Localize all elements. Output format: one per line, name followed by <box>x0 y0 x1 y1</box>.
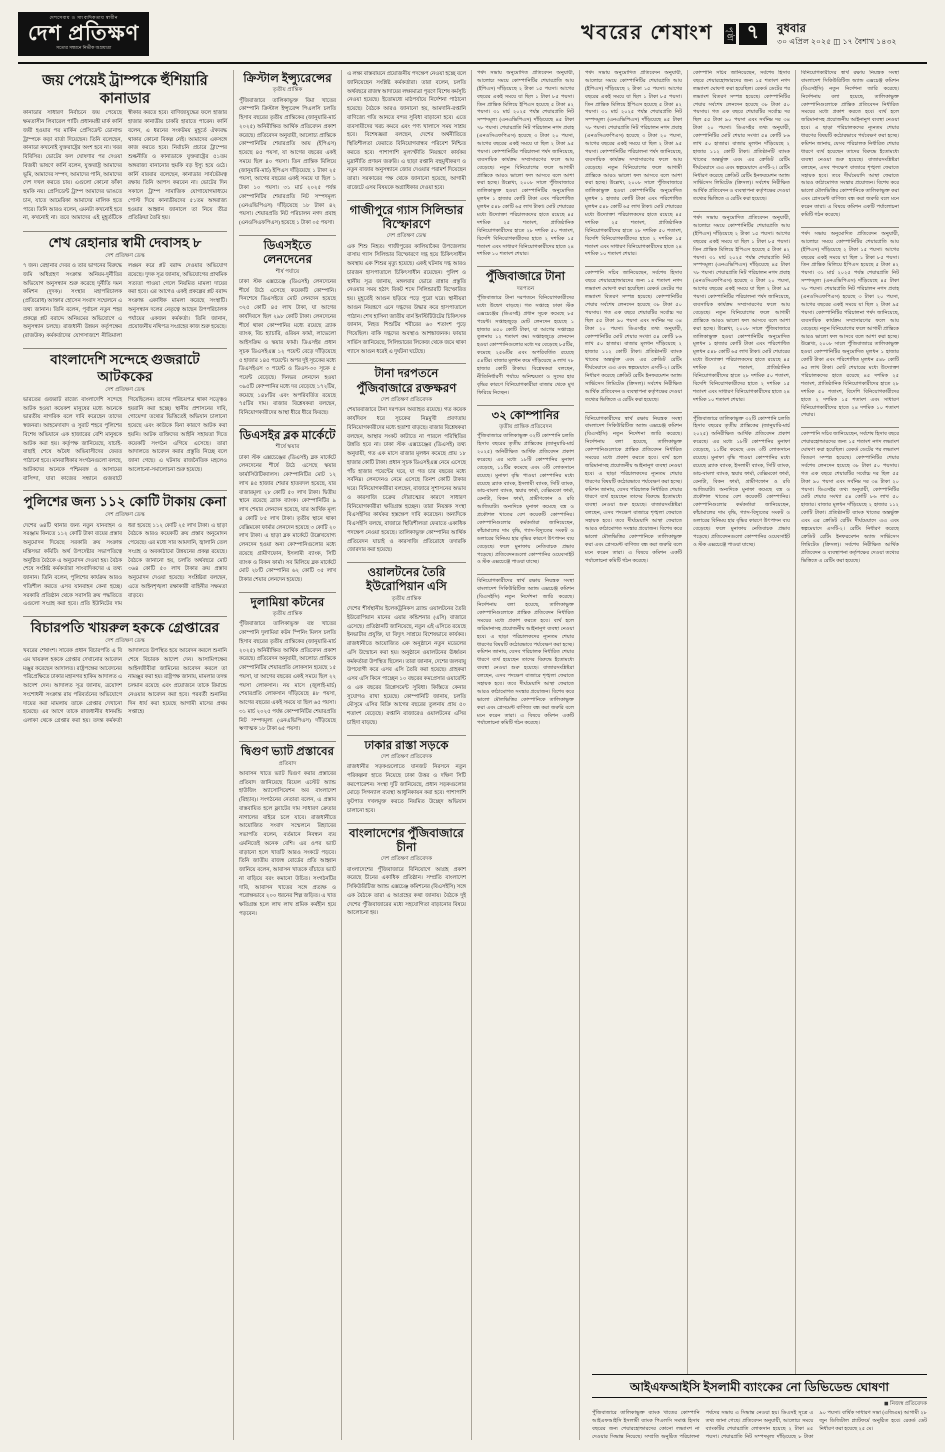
article-column5-rating <box>585 270 682 404</box>
divider <box>23 616 227 617</box>
article-body: কানাডার সাধারণ নির্বাচনে জয় পেয়েছে ক্ষমতাসীন লিবারেল পার্টি। প্রধানমন্ত্রী মার্ক কার্নি জয়ী হওয়ার পর মার্কিন প্রেসিডেন্ট ডোনাল্ড ট্রাম্পকে কড়া বার্তা দিয়েছেন। তিনি বলেছেন, কানাডা কখনোই যুক্তরাষ্ট্রের অংশ হবে না। খবর বিবিসির। ভোটের ফল ঘোষণার পর দেওয়া বিজয়ী ভাষণে কার্নি বলেন, যুক্তরাষ্ট্র আমাদের ভূমি, আমাদের সম্পদ, আমাদের পানি, আমাদের দেশ দখল করতে চায়। এগুলো কোনো ফাঁকা হুমকি নয়। প্রেসিডেন্ট ট্রাম্প আমাদের ভাঙতে চান, যাতে আমেরিকা আমাদের মালিক হতে পারে। তিনি আরও বলেন, এমনটা কখনোই হবে না, কখনোই না। তবে আমাদের এই মুহূর্তটিকে স্বীকার করতে হবে। বাণিজ্যযুদ্ধের ফলে হাজার হাজার কানাডীয় চাকরি হারাতে পারেন। কার্নি বলেন, এ ধরনের সংকটময় মুহূর্তে ঐক্যবদ্ধ থাকার কোনো বিকল্প নেই। আমাদের একসঙ্গে কাজ করতে হবে। নির্বাচনি প্রচারে ট্রাম্পের শুল্কনীতি ও কানাডাকে যুক্তরাষ্ট্রের ৫১তম অঙ্গরাজ্য বানানোর হুমকি বড় ইস্যু হয়ে ওঠে। কার্নি বারবার বলেছেন, কানাডার সার্বভৌমত্ব রক্ষায় তিনি আপস করবেন না। ভোটের দিন সকালে ট্রাম্প সামাজিক যোগাযোগমাধ্যমে পোস্ট দিয়ে কানাডীয়দের ৫১তম অঙ্গরাজ্য হওয়ার আহ্বান জানালে তা নিয়ে তীব্র প্রতিক্রিয়া তৈরি হয়। <box>23 110 227 222</box>
article-body: পুঁজিবাজারে তালিকাভুক্ত বস্ত্র খাতের কোম্পানি দুলামিয়া কটন স্পিনিং মিলস চলতি হিসাব বছরের তৃতীয় প্রান্তিকের (জানুয়ারি-মার্চ ২০২৫) অনিরীক্ষিত আর্থিক প্রতিবেদন প্রকাশ করেছে। প্রতিবেদন অনুযায়ী, আলোচ্য প্রান্তিকে কোম্পানিটির শেয়ারপ্রতি লোকসান হয়েছে ১৫ পয়সা, যা আগের বছরের একই সময়ে ছিল ২২ পয়সা লোকসান। নয় মাসে (জুলাই-মার্চ) শেয়ারপ্রতি লোকসান দাঁড়িয়েছে ৪৮ পয়সা, আগের বছরের একই সময়ে যা ছিল ৬৫ পয়সা। ৩১ মার্চ ২০২৫ পর্যন্ত কোম্পানিটির শেয়ারপ্রতি নিট সম্পদমূল্য (এনএভিপিএস) দাঁড়িয়েছে ঋণাত্মক ১৮ টাকা ৬৫ পয়সা। <box>239 621 336 733</box>
article-body: পুঁজিবাজারে তালিকাভুক্ত ব্যাংক খাতের কোম্পানি আইএফআইসি ইসলামী ব্যাংক পিএলসি সমাপ্ত হিসাব বছরের জন্য শেয়ারহোল্ডারদের কোনো লভ্যাংশ না দেওয়ার সিদ্ধান্ত নিয়েছে। সম্প্রতি অনুষ্ঠিত পরিচালনা পর্ষদের সভায় এ সিদ্ধান্ত নেওয়া হয়। ডিএসই সূত্রে এ তথ্য জানা গেছে। প্রতিবেদন অনুযায়ী, আলোচ্য সময়ে ব্যাংকটির শেয়ারপ্রতি লোকসান হয়েছে ২ টাকা ৪৫ পয়সা। শেয়ারপ্রতি নিট সম্পদমূল্য দাঁড়িয়েছে ৮ টাকা ৯০ পয়সা। বার্ষিক সাধারণ সভা (এজিএম) আগামী ২৮ জুন ডিজিটাল প্ল্যাটফর্মে অনুষ্ঠিত হবে। রেকর্ড ডেট নির্ধারণ করা হয়েছে ২৫ মে। <box>592 1410 927 1441</box>
headline: পুলিশের জন্য ১১২ কোটি টাকায় কেনা <box>23 494 227 510</box>
masthead <box>18 12 927 64</box>
article-market-continuous-fall <box>477 270 574 397</box>
headline: টানা দরপতনে পুঁজিবাজারে রক্তক্ষরণ <box>356 368 457 395</box>
article-khairul-haque <box>23 620 227 726</box>
article-body: পুঁজিবাজারে তালিকাভুক্ত ৩২টি কোম্পানি চলতি হিসাব বছরের তৃতীয় প্রান্তিকের (জানুয়ারি-মার্চ ২০২৫) অনিরীক্ষিত আর্থিক প্রতিবেদন প্রকাশ করেছে। এর মধ্যে ১৮টি কোম্পানির মুনাফা বেড়েছে, ১১টির কমেছে এবং ৩টি লোকসানে রয়েছে। মুনাফা বৃদ্ধি পাওয়া কোম্পানির মধ্যে রয়েছে ব্র্যাক ব্যাংক, ইসলামী ব্যাংক, সিটি ব্যাংক, ডাচ-বাংলা ব্যাংক, স্কয়ার ফার্মা, বেক্সিমকো ফার্মা, রেনাটা, বিকন ফার্মা, গ্রামীণফোন ও রবি আজিয়াটা। অন্যদিকে মুনাফা কমেছে বস্ত্র ও প্রকৌশল খাতের বেশ কয়েকটি কোম্পানির। কোম্পানিগুলোর কর্মকর্তারা জানিয়েছেন, কাঁচামালের দাম বৃদ্ধি, গ্যাস-বিদ্যুতের সংকট ও ডলারের বিনিময় হার বৃদ্ধির কারণে উৎপাদন ব্যয় বেড়েছে। ফলে মুনাফায় নেতিবাচক প্রভাব পড়েছে। প্রতিবেদনগুলো কোম্পানির ওয়েবসাইট ও স্টক এক্সচেঞ্জে পাওয়া যাচ্ছে। <box>693 415 790 548</box>
column-5 <box>580 70 688 1440</box>
page-badge-label: পৃষ্ঠা <box>724 24 736 45</box>
headline: বাংলাদেশের পুঁজিবাজারে চীনা <box>349 827 464 855</box>
byline: শীর্ষে স্কয়ার <box>275 444 300 451</box>
divider <box>23 231 227 232</box>
byline: দরপতন <box>516 285 535 292</box>
article-bsec-directive <box>477 578 574 728</box>
headline: দ্বিগুণ ভ্যাট প্রস্তাবের <box>240 746 335 759</box>
article-body: পর্ষদ সভায় অনুমোদিত প্রতিবেদন অনুযায়ী, আলোচ্য সময়ে কোম্পানিটির শেয়ারপ্রতি আয় (ইপিএস) দাঁড়িয়েছে ২ টাকা ১৫ পয়সা। আগের বছরের একই সময়ে যা ছিল ১ টাকা ৮৫ পয়সা। তিন প্রান্তিক মিলিয়ে ইপিএস হয়েছে ৫ টাকা ৪২ পয়সা। ৩১ মার্চ ২০২৫ পর্যন্ত শেয়ারপ্রতি নিট সম্পদমূল্য (এনএভিপিএস) দাঁড়িয়েছে ৪৫ টাকা ৭৮ পয়সা। শেয়ারপ্রতি নিট পরিচালন নগদ প্রবাহ (এনওসিএফপিএস) হয়েছে ৩ টাকা ২০ পয়সা, আগের বছরের একই সময়ে যা ছিল ২ টাকা ৯৫ পয়সা। কোম্পানিটির পরিচালনা পর্ষদ জানিয়েছে, ব্যবসায়িক কার্যক্রম সম্প্রসারণের ফলে আয় বেড়েছে। নতুন বিনিয়োগের ফলে আগামী প্রান্তিকে আরও ভালো ফল আসবে বলে আশা করা হচ্ছে। উল্লেখ্য, ২০০৮ সালে পুঁজিবাজারে তালিকাভুক্ত হওয়া কোম্পানিটির অনুমোদিত মূলধন ১ হাজার কোটি টাকা এবং পরিশোধিত মূলধন ৫৪৮ কোটি ৬৫ লাখ টাকা। মোট শেয়ারের মধ্যে উদ্যোক্তা পরিচালকদের হাতে রয়েছে ৪৫ দশমিক ২৫ শতাংশ, প্রাতিষ্ঠানিক বিনিয়োগকারীদের হাতে ২৮ দশমিক ৫০ শতাংশ, বিদেশি বিনিয়োগকারীদের হাতে ২ দশমিক ১৫ শতাংশ এবং সাধারণ বিনিয়োগকারীদের হাতে ২৪ দশমিক ১০ শতাংশ শেয়ার। <box>693 215 790 403</box>
article-vat-protest <box>239 745 336 918</box>
headline: ডিএসইর ব্লক মার্কেটে <box>239 429 336 442</box>
divider <box>347 735 466 736</box>
article-column7-financials <box>801 231 899 420</box>
article-canada-trump <box>23 72 227 224</box>
article-body: পুঁজিবাজারে তালিকাভুক্ত ৩২টি কোম্পানি চলতি হিসাব বছরের তৃতীয় প্রান্তিকের (জানুয়ারি-মার্চ ২০২৫) অনিরীক্ষিত আর্থিক প্রতিবেদন প্রকাশ করেছে। এর মধ্যে ১৮টি কোম্পানির মুনাফা বেড়েছে, ১১টির কমেছে এবং ৩টি লোকসানে রয়েছে। মুনাফা বৃদ্ধি পাওয়া কোম্পানির মধ্যে রয়েছে ব্র্যাক ব্যাংক, ইসলামী ব্যাংক, সিটি ব্যাংক, ডাচ-বাংলা ব্যাংক, স্কয়ার ফার্মা, বেক্সিমকো ফার্মা, রেনাটা, বিকন ফার্মা, গ্রামীণফোন ও রবি আজিয়াটা। অন্যদিকে মুনাফা কমেছে বস্ত্র ও প্রকৌশল খাতের বেশ কয়েকটি কোম্পানির। কোম্পানিগুলোর কর্মকর্তারা জানিয়েছেন, কাঁচামালের দাম বৃদ্ধি, গ্যাস-বিদ্যুতের সংকট ও ডলারের বিনিময় হার বৃদ্ধির কারণে উৎপাদন ব্যয় বেড়েছে। ফলে মুনাফায় নেতিবাচক প্রভাব পড়েছে। প্রতিবেদনগুলো কোম্পানির ওয়েবসাইট ও স্টক এক্সচেঞ্জে পাওয়া যাচ্ছে। <box>477 433 574 566</box>
logo-title: দেশ প্রতিক্ষণ <box>28 20 140 45</box>
headline: গাজীপুরে গ্যাস সিলিন্ডার বিস্ফোরণে <box>349 204 464 231</box>
publication-date: ৩০ এপ্রিল ২০২৫ ◫ ১৭ বৈশাখ ১৪৩২ <box>777 36 897 46</box>
headline: ক্রিস্টাল ইন্স্যুরেন্সের <box>243 73 332 85</box>
byline: তৃতীয় প্রান্তিক <box>272 611 303 618</box>
article-body: পর্ষদ সভায় অনুমোদিত প্রতিবেদন অনুযায়ী, আলোচ্য সময়ে কোম্পানিটির শেয়ারপ্রতি আয় (ইপিএস) দাঁড়িয়েছে ২ টাকা ১৫ পয়সা। আগের বছরের একই সময়ে যা ছিল ১ টাকা ৮৫ পয়সা। তিন প্রান্তিক মিলিয়ে ইপিএস হয়েছে ৫ টাকা ৪২ পয়সা। ৩১ মার্চ ২০২৫ পর্যন্ত শেয়ারপ্রতি নিট সম্পদমূল্য (এনএভিপিএস) দাঁড়িয়েছে ৪৫ টাকা ৭৮ পয়সা। শেয়ারপ্রতি নিট পরিচালন নগদ প্রবাহ (এনওসিএফপিএস) হয়েছে ৩ টাকা ২০ পয়সা, আগের বছরের একই সময়ে যা ছিল ২ টাকা ৯৫ পয়সা। কোম্পানিটির পরিচালনা পর্ষদ জানিয়েছে, ব্যবসায়িক কার্যক্রম সম্প্রসারণের ফলে আয় বেড়েছে। নতুন বিনিয়োগের ফলে আগামী প্রান্তিকে আরও ভালো ফল আসবে বলে আশা করা হচ্ছে। উল্লেখ্য, ২০০৮ সালে পুঁজিবাজারে তালিকাভুক্ত হওয়া কোম্পানিটির অনুমোদিত মূলধন ১ হাজার কোটি টাকা এবং পরিশোধিত মূলধন ৫৪৮ কোটি ৬৫ লাখ টাকা। মোট শেয়ারের মধ্যে উদ্যোক্তা পরিচালকদের হাতে রয়েছে ৪৫ দশমিক ২৫ শতাংশ, প্রাতিষ্ঠানিক বিনিয়োগকারীদের হাতে ২৮ দশমিক ৫০ শতাংশ, বিদেশি বিনিয়োগকারীদের হাতে ২ দশমিক ১৫ শতাংশ এবং সাধারণ বিনিয়োগকারীদের হাতে ২৪ দশমিক ১০ শতাংশ শেয়ার। <box>477 70 574 258</box>
article-body: ভারতের গুজরাট রাজ্যে বাংলাদেশি সন্দেহে আটক হওয়া কয়েকশ মানুষের মধ্যে অনেকে ভারতীয় নাগরিক বলে দাবি করেছেন তাদের স্বজনরা। আহমেদাবাদ ও সুরাট শহরে পুলিশের বিশেষ অভিযানে এক হাজারের বেশি মানুষকে আটক করা হয়। কর্তৃপক্ষ জানিয়েছে, যাচাই-বাছাই শেষে অবৈধ অভিবাসীদের ফেরত পাঠানো হবে। মানবাধিকার সংগঠনগুলো বলছে, আটকদের অনেকে পশ্চিমবঙ্গ ও আসামের বাসিন্দা, যারা কাজের সন্ধানে গুজরাটে গিয়েছিলেন। তাদের পরিচয়পত্র থাকা সত্ত্বেও হয়রানি করা হচ্ছে। স্থানীয় প্রশাসনের দাবি, গোয়েন্দা তথ্যের ভিত্তিতেই অভিযান চালানো হয়েছে এবং কাউকে বিনা কারণে আটক করা হয়নি। আটক ব্যক্তিদের আইনি সহায়তা দিতে কয়েকটি সংগঠন এগিয়ে এসেছে। তারা আদালতে আবেদন করার প্রস্তুতি নিচ্ছে বলে জানা গেছে। এ ঘটনায় রাজনৈতিক মহলেও আলোচনা-সমালোচনা শুরু হয়েছে। <box>23 396 227 482</box>
headline: বাংলাদেশি সন্দেহে গুজরাটে আটককের <box>50 351 200 384</box>
column-4 <box>472 70 580 1440</box>
article-body: পুঁজিবাজারে তালিকাভুক্ত বিমা খাতের কোম্পানি ক্রিস্টাল ইন্স্যুরেন্স পিএলসি চলতি হিসাব বছরের তৃতীয় প্রান্তিকের (জানুয়ারি-মার্চ ২০২৫) অনিরীক্ষিত আর্থিক প্রতিবেদন প্রকাশ করেছে। প্রতিবেদন অনুযায়ী, আলোচ্য প্রান্তিকে কোম্পানিটির শেয়ারপ্রতি আয় (ইপিএস) হয়েছে ৪৫ পয়সা, যা আগের বছরের একই সময়ে ছিল ৪০ পয়সা। তিন প্রান্তিক মিলিয়ে (জানুয়ারি-মার্চ) ইপিএস দাঁড়িয়েছে ১ টাকা ২৫ পয়সা, আগের বছরের একই সময়ে যা ছিল ১ টাকা ১০ পয়সা। ৩১ মার্চ ২০২৫ পর্যন্ত কোম্পানিটির শেয়ারপ্রতি নিট সম্পদমূল্য (এনএভিপিএস) দাঁড়িয়েছে ১৮ টাকা ৪২ পয়সা। শেয়ারপ্রতি নিট পরিচালন নগদ প্রবাহ (এনওসিএফপিএস) হয়েছে ১ টাকা ০৫ পয়সা। <box>239 97 336 227</box>
headline: বিচারপতি খায়রুল হককে গ্রেপ্তারের <box>30 620 220 636</box>
column-3 <box>342 70 472 1440</box>
column-7 <box>796 70 904 1440</box>
divider <box>347 363 466 364</box>
article-column4-continuation <box>477 70 574 259</box>
article-body: এ লক্ষ্য বাস্তবায়নে প্রয়োজনীয় পদক্ষেপ নেওয়া হচ্ছে বলে জানিয়েছেন সংশ্লিষ্ট কর্মকর্তারা। তারা বলেন, চলতি অর্থবছরে রাজস্ব আদায়ের লক্ষ্যমাত্রা পূরণে বিশেষ কর্মসূচি নেওয়া হয়েছে। ইতোমধ্যে মাঠপর্যায়ে নির্দেশনা পাঠানো হয়েছে। বৈঠকে আরও জানানো হয়, আমদানি-রপ্তানি বাণিজ্যে গতি আনতে বন্দর সুবিধা বাড়ানো হবে। এতে ব্যবসায়ীদের খরচ কমবে এবং পণ্য খালাসে সময় সাশ্রয় হবে। বিশেষজ্ঞরা বলছেন, দেশের অর্থনীতিতে স্থিতিশীলতা ফেরাতে বিনিয়োগবান্ধব পরিবেশ নিশ্চিত করতে হবে। পাশাপাশি মূল্যস্ফীতি নিয়ন্ত্রণে কার্যকর মুদ্রানীতি প্রণয়ন জরুরি। এ ছাড়া রপ্তানি বহুমুখীকরণ ও নতুন বাজার অনুসন্ধানে জোর দেওয়ার পরামর্শ দিয়েছেন তারা। সরকারের পক্ষ থেকে জানানো হয়েছে, আগামী বাজেটে এসব বিষয়কে অগ্রাধিকার দেওয়া হবে। <box>347 71 466 191</box>
article-column6-market <box>693 416 790 550</box>
column-6 <box>688 70 796 1440</box>
page-number: ৭ <box>739 23 767 46</box>
article-gujarat-detention <box>23 352 227 484</box>
headline: আইএফআইসি ইসলামী ব্যাংকের নো ডিভিডেন্ড ঘোষণা <box>592 1380 927 1398</box>
section-title: খবরের শেষাংশ <box>581 21 714 44</box>
article-body: দেশের ৬৪টি থানার জন্য নতুন যানবাহন ও সরঞ্জাম কিনতে ১১২ কোটি টাকা ব্যয়ের প্রস্তাব অনুমোদন দিয়েছে সরকারি ক্রয় সংক্রান্ত মন্ত্রিসভা কমিটি। অর্থ উপদেষ্টার সভাপতিত্বে অনুষ্ঠিত বৈঠকে এ অনুমোদন দেওয়া হয়। বৈঠক শেষে সংশ্লিষ্ট কর্মকর্তারা সাংবাদিকদের এ তথ্য জানান। তিনি বলেন, পুলিশের কার্যক্রম আরও গতিশীল করতে এসব যানবাহন কেনা হচ্ছে। সরকারি প্রতিষ্ঠান থেকে সরাসরি ক্রয় পদ্ধতিতে এগুলো সংগ্রহ করা হবে। প্রতি ইউনিটের দাম ধরা হয়েছে ১১২ কোটি ২৫ লাখ টাকা। এ ছাড়া বৈঠকে আরও কয়েকটি ক্রয় প্রস্তাব অনুমোদন পেয়েছে। এর মধ্যে সার আমদানি, জ্বালানি তেল সংগ্রহ ও অবকাঠামো উন্নয়নের প্রকল্প রয়েছে। বৈঠকে জানানো হয়, চলতি অর্থবছরে মোট ৩৬৪ কোটি ৫০ লাখ টাকার ক্রয় প্রস্তাব অনুমোদন দেওয়া হয়েছে। সংশ্লিষ্টরা বলছেন, এতে আইনশৃঙ্খলা রক্ষাকারী বাহিনীর সক্ষমতা বাড়বে। <box>23 522 227 608</box>
divider <box>239 741 336 742</box>
column-2 <box>234 70 342 1440</box>
article-china-capital-market <box>347 827 466 919</box>
headline: ডিএসইতে লেনদেনের <box>262 239 313 267</box>
byline: দেশ প্রতিক্ষণ ডেস্ক <box>105 252 145 259</box>
article-32-companies <box>477 409 574 568</box>
headline: শেখ রেহানার স্বামী দেবাসহ ৮ <box>48 235 202 250</box>
headline: ওয়ালটনের তৈরি ইউরোপিয়ান এসি <box>366 567 447 594</box>
byline: প্রতিবাদ <box>278 760 297 767</box>
byline: শীর্ষ পর্যায়ে <box>275 268 300 275</box>
logo-tagline-top: দেশসেবায় ও সাংবাদিকতায় স্বাধীন <box>49 15 118 20</box>
article-crystal-insurance <box>239 72 336 228</box>
article-body: ঢাকা স্টক এক্সচেঞ্জের (ডিএসই) ব্লক মার্কেটে লেনদেনের শীর্ষে উঠে এসেছে স্কয়ার ফার্মাসিউটিক্যালস। কোম্পানিটির মোট ১২ লাখ ৪৫ হাজার শেয়ার হাতবদল হয়েছে, যার বাজারমূল্য ২৮ কোটি ৫০ লাখ টাকা। দ্বিতীয় স্থানে রয়েছে ব্র্যাক ব্যাংক। কোম্পানিটির ৯ লাখ শেয়ার লেনদেন হয়েছে, যার আর্থিক মূল্য ৪ কোটি ৮৫ লাখ টাকা। তৃতীয় স্থানে থাকা বেক্সিমকো ফার্মার লেনদেন হয়েছে ৩ কোটি ২০ লাখ টাকা। এ ছাড়া ব্লক মার্কেটে উল্লেখযোগ্য লেনদেন হওয়া অন্য কোম্পানিগুলোর মধ্যে রয়েছে গ্রামীণফোন, ইসলামী ব্যাংক, সিটি ব্যাংক ও বিকন ফার্মা। সব মিলিয়ে ব্লক মার্কেটে মোট ২৮টি কোম্পানির ৬২ কোটি ৩৫ লাখ টাকার শেয়ার লেনদেন হয়েছে। <box>239 454 336 584</box>
byline: ◼ নিজস্ব প্রতিবেদক <box>884 1401 927 1408</box>
article-body: বিনিয়োগকারীদের স্বার্থ রক্ষায় নিয়ন্ত্রক সংস্থা বাংলাদেশ সিকিউরিটিজ অ্যান্ড এক্সচেঞ্জ কমিশন (বিএসইসি) নতুন নির্দেশনা জারি করেছে। নির্দেশনায় বলা হয়েছে, তালিকাভুক্ত কোম্পানিগুলোকে প্রান্তিক প্রতিবেদন নির্ধারিত সময়ের মধ্যে প্রকাশ করতে হবে। ব্যর্থ হলে জরিমানাসহ প্রয়োজনীয় আইনানুগ ব্যবস্থা নেওয়া হবে। এ ছাড়া পরিচালকদের ন্যূনতম শেয়ার ধারণের বিষয়টি কঠোরভাবে পর্যবেক্ষণ করা হচ্ছে। কমিশন জানায়, যেসব পরিচালক নির্ধারিত শেয়ার ধারণে ব্যর্থ হয়েছেন তাদের বিরুদ্ধে ইতোমধ্যে ব্যবস্থা নেওয়া শুরু হয়েছে। বাজারসংশ্লিষ্টরা বলছেন, এসব পদক্ষেপ বাজারে শৃঙ্খলা ফেরাতে সহায়ক হবে। তবে দীর্ঘমেয়াদি আস্থা ফেরাতে আরও কাঠামোগত সংস্কার প্রয়োজন। বিশেষ করে ভালো মৌলভিত্তির কোম্পানিকে তালিকাভুক্ত করা এবং প্লেসমেন্ট বাণিজ্য বন্ধ করা জরুরি বলে মনে করেন তারা। এ বিষয়ে কমিশন একটি পর্যালোচনা কমিটি গঠন করেছে। <box>477 578 574 727</box>
byline: তৃতীয় প্রান্তিক <box>391 595 422 602</box>
article-body: পর্ষদ সভায় অনুমোদিত প্রতিবেদন অনুযায়ী, আলোচ্য সময়ে কোম্পানিটির শেয়ারপ্রতি আয় (ইপিএস) দাঁড়িয়েছে ২ টাকা ১৫ পয়সা। আগের বছরের একই সময়ে যা ছিল ১ টাকা ৮৫ পয়সা। তিন প্রান্তিক মিলিয়ে ইপিএস হয়েছে ৫ টাকা ৪২ পয়সা। ৩১ মার্চ ২০২৫ পর্যন্ত শেয়ারপ্রতি নিট সম্পদমূল্য (এনএভিপিএস) দাঁড়িয়েছে ৪৫ টাকা ৭৮ পয়সা। শেয়ারপ্রতি নিট পরিচালন নগদ প্রবাহ (এনওসিএফপিএস) হয়েছে ৩ টাকা ২০ পয়সা, আগের বছরের একই সময়ে যা ছিল ২ টাকা ৯৫ পয়সা। কোম্পানিটির পরিচালনা পর্ষদ জানিয়েছে, ব্যবসায়িক কার্যক্রম সম্প্রসারণের ফলে আয় বেড়েছে। নতুন বিনিয়োগের ফলে আগামী প্রান্তিকে আরও ভালো ফল আসবে বলে আশা করা হচ্ছে। উল্লেখ্য, ২০০৮ সালে পুঁজিবাজারে তালিকাভুক্ত হওয়া কোম্পানিটির অনুমোদিত মূলধন ১ হাজার কোটি টাকা এবং পরিশোধিত মূলধন ৫৪৮ কোটি ৬৫ লাখ টাকা। মোট শেয়ারের মধ্যে উদ্যোক্তা পরিচালকদের হাতে রয়েছে ৪৫ দশমিক ২৫ শতাংশ, প্রাতিষ্ঠানিক বিনিয়োগকারীদের হাতে ২৮ দশমিক ৫০ শতাংশ, বিদেশি বিনিয়োগকারীদের হাতে ২ দশমিক ১৫ শতাংশ এবং সাধারণ বিনিয়োগকারীদের হাতে ২৪ দশমিক ১০ শতাংশ শেয়ার। <box>585 70 682 258</box>
article-market-bleeding <box>347 367 466 555</box>
divider <box>477 266 574 267</box>
divider <box>23 490 227 491</box>
newspaper-logo <box>18 12 149 56</box>
divider <box>347 562 466 563</box>
article-body: দেশের শীর্ষস্থানীয় ইলেকট্রনিকস ব্র্যান্ড ওয়ালটনের তৈরি ইউরোপিয়ান মানের এয়ার কন্ডিশনার (এসি) বাজারে এসেছে। প্রতিষ্ঠানটি জানিয়েছে, নতুন এই এসিতে রয়েছে ইনভার্টার প্রযুক্তি, যা বিদ্যুৎ সাশ্রয়ে বিশেষভাবে কার্যকর। রাজধানীতে আয়োজিত এক অনুষ্ঠানে নতুন মডেলের এসি উন্মোচন করা হয়। অনুষ্ঠানে ওয়ালটনের ঊর্ধ্বতন কর্মকর্তারা উপস্থিত ছিলেন। তারা জানান, দেশের জলবায়ু উপযোগী করে এসব এসি তৈরি করা হয়েছে। গ্রাহকরা এসব এসি কিনে পাচ্ছেন ১০ বছরের কমপ্রেসার ওয়ারেন্টি ও এক বছরের রিপ্লেসমেন্ট সুবিধা। কিস্তিতে কেনার সুযোগও রাখা হয়েছে। কোম্পানিটি জানায়, চলতি মৌসুমে এসির বিক্রি আগের বছরের তুলনায় প্রায় ৫০ শতাংশ বেড়েছে। রপ্তানি বাজারেও ওয়ালটনের এসির চাহিদা বাড়ছে। <box>347 606 466 726</box>
byline: দেশ প্রতিক্ষণ প্রতিবেদক <box>380 856 433 863</box>
article-dulamia-cotton <box>239 596 336 734</box>
divider <box>477 574 574 575</box>
divider <box>801 427 899 428</box>
article-body: পর্ষদ সভায় অনুমোদিত প্রতিবেদন অনুযায়ী, আলোচ্য সময়ে কোম্পানিটির শেয়ারপ্রতি আয় (ইপিএস) দাঁড়িয়েছে ২ টাকা ১৫ পয়সা। আগের বছরের একই সময়ে যা ছিল ১ টাকা ৮৫ পয়সা। তিন প্রান্তিক মিলিয়ে ইপিএস হয়েছে ৫ টাকা ৪২ পয়সা। ৩১ মার্চ ২০২৫ পর্যন্ত শেয়ারপ্রতি নিট সম্পদমূল্য (এনএভিপিএস) দাঁড়িয়েছে ৪৫ টাকা ৭৮ পয়সা। শেয়ারপ্রতি নিট পরিচালন নগদ প্রবাহ (এনওসিএফপিএস) হয়েছে ৩ টাকা ২০ পয়সা, আগের বছরের একই সময়ে যা ছিল ২ টাকা ৯৫ পয়সা। কোম্পানিটির পরিচালনা পর্ষদ জানিয়েছে, ব্যবসায়িক কার্যক্রম সম্প্রসারণের ফলে আয় বেড়েছে। নতুন বিনিয়োগের ফলে আগামী প্রান্তিকে আরও ভালো ফল আসবে বলে আশা করা হচ্ছে। উল্লেখ্য, ২০০৮ সালে পুঁজিবাজারে তালিকাভুক্ত হওয়া কোম্পানিটির অনুমোদিত মূলধন ১ হাজার কোটি টাকা এবং পরিশোধিত মূলধন ৫৪৮ কোটি ৬৫ লাখ টাকা। মোট শেয়ারের মধ্যে উদ্যোক্তা পরিচালকদের হাতে রয়েছে ৪৫ দশমিক ২৫ শতাংশ, প্রাতিষ্ঠানিক বিনিয়োগকারীদের হাতে ২৮ দশমিক ৫০ শতাংশ, বিদেশি বিনিয়োগকারীদের হাতে ২ দশমিক ১৫ শতাংশ এবং সাধারণ বিনিয়োগকারীদের হাতে ২৪ দশমিক ১০ শতাংশ শেয়ার। <box>801 230 899 419</box>
article-body: রাজধানীর সড়কগুলোতে যানজট নিরসনে নতুন পরিকল্পনা হাতে নিয়েছে ঢাকা উত্তর ও দক্ষিণ সিটি করপোরেশন। সংস্থা দুটি জানিয়েছে, প্রধান সড়কগুলোর মোড়ে সিগন্যাল ব্যবস্থা আধুনিকায়ন করা হবে। পাশাপাশি ফুটপাত দখলমুক্ত করতে নিয়মিত উচ্ছেদ অভিযান চালানো হবে। <box>347 764 466 814</box>
byline: তৃতীয় প্রান্তিক <box>272 87 303 94</box>
article-body: পুঁজিবাজারে টানা দরপতনে বিনিয়োগকারীদের মধ্যে উদ্বেগ বাড়ছে। গত সপ্তাহে ঢাকা স্টক এক্সচেঞ্জের (ডিএসই) প্রধান সূচক কমেছে ৮৫ পয়েন্ট। সপ্তাহজুড়ে মোট লেনদেন হয়েছে ১ হাজার ৪৫০ কোটি টাকা, যা আগের সপ্তাহের তুলনায় ১২ শতাংশ কম। সপ্তাহজুড়ে লেনদেন হওয়া কোম্পানিগুলোর মধ্যে দর বেড়েছে ৮৫টির, কমেছে ২৫৬টির এবং অপরিবর্তিত রয়েছে ৫৪টির। বাজার মূলধন কমে দাঁড়িয়েছে ৬ লাখ ৭৮ হাজার কোটি টাকায়। বিশ্লেষকরা বলছেন, নীতিনির্ধারণী পর্যায়ে অনিশ্চয়তা ও সুদের হার বৃদ্ধির কারণে বিনিয়োগকারীরা বাজার থেকে মুখ ফিরিয়ে নিচ্ছেন। <box>477 295 574 396</box>
byline: দেশ প্রতিক্ষণ প্রতিবেদক <box>380 753 433 760</box>
divider <box>693 412 790 413</box>
article-continuation-economy <box>347 70 466 193</box>
article-block-market <box>239 429 336 585</box>
headline: দুলামিয়া কটনের <box>250 596 325 609</box>
article-body: শেয়ারবাজারে টানা দরপতন অব্যাহত রয়েছে। গত কয়েক কার্যদিবস ধরে সূচকের নিম্নমুখী প্রবণতায় বিনিয়োগকারীদের মধ্যে হতাশা বাড়ছে। বাজার বিশ্লেষকরা বলছেন, আস্থার সংকট কাটাতে না পারলে পরিস্থিতির উন্নতি হবে না। ঢাকা স্টক এক্সচেঞ্জের (ডিএসই) তথ্য অনুযায়ী, গত এক মাসে বাজার মূলধন কমেছে প্রায় ১৮ হাজার কোটি টাকা। প্রধান সূচক ডিএসইএক্স নেমে এসেছে পাঁচ হাজার পয়েন্টের ঘরে, যা গত চার বছরের মধ্যে সর্বনিম্ন। লেনদেনও নেমে এসেছে তিনশ কোটি টাকার ঘরে। বিনিয়োগকারীরা বলছেন, বাজারে সুশাসনের অভাব ও কারসাজি চক্রের দৌরাত্ম্যের কারণে সাধারণ বিনিয়োগকারীরা ক্ষতিগ্রস্ত হচ্ছেন। তারা নিয়ন্ত্রক সংস্থা বিএসইসির কার্যকর হস্তক্ষেপ দাবি করেছেন। অন্যদিকে বিএসইসি বলছে, বাজারে স্থিতিশীলতা ফেরাতে একাধিক পদক্ষেপ নেওয়া হয়েছে। তালিকাভুক্ত কোম্পানির আর্থিক প্রতিবেদন যাচাই ও কারসাজি প্রতিরোধে তদারকি জোরদার করা হয়েছে। <box>347 407 466 554</box>
divider <box>347 823 466 824</box>
article-dhaka-roads <box>347 739 466 816</box>
article-walton-ac <box>347 566 466 728</box>
divider <box>801 227 899 228</box>
article-police-purchase <box>23 494 227 609</box>
headline: পুঁজিবাজারে টানা <box>485 271 566 284</box>
divider <box>23 348 227 349</box>
divider <box>347 200 466 201</box>
article-body: কোম্পানি সচিব জানিয়েছেন, সর্বশেষ হিসাব বছরে শেয়ারহোল্ডারদের জন্য ১৫ শতাংশ নগদ লভ্যাংশ ঘোষণা করা হয়েছিল। রেকর্ড ডেটের পর লভ্যাংশ বিতরণ সম্পন্ন হয়েছে। কোম্পানিটির শেয়ার সর্বশেষ লেনদেন হয়েছে ৩৮ টাকা ৫০ পয়সায়। গত এক বছরে শেয়ারটির সর্বোচ্চ দর ছিল ৫৫ টাকা ৯০ পয়সা এবং সর্বনিম্ন দর ৩৪ টাকা ২০ পয়সা। ডিএসইর তথ্য অনুযায়ী, কোম্পানিটির মোট শেয়ার সংখ্যা ৫৪ কোটি ৮৬ লাখ ৫০ হাজার। বাজার মূলধন দাঁড়িয়েছে ২ হাজার ১১২ কোটি টাকা। প্রতিষ্ঠানটি ব্যাংক খাতের অন্তর্ভুক্ত এবং এর ক্রেডিট রেটিং দীর্ঘমেয়াদে এএ এবং স্বল্পমেয়াদে এসটি-২। রেটিং নির্ধারণ করেছে ক্রেডিট রেটিং ইনফরমেশন অ্যান্ড সার্ভিসেস লিমিটেড (ক্রিসল)। সর্বশেষ নিরীক্ষিত আর্থিক প্রতিবেদন ও ব্যবস্থাপনা কর্তৃপক্ষের দেওয়া তথ্যের ভিত্তিতে এ রেটিং করা হয়েছে। <box>693 70 790 203</box>
masthead-date <box>767 21 927 48</box>
divider <box>239 425 336 426</box>
article-body: কোম্পানি সচিব জানিয়েছেন, সর্বশেষ হিসাব বছরে শেয়ারহোল্ডারদের জন্য ১৫ শতাংশ নগদ লভ্যাংশ ঘোষণা করা হয়েছিল। রেকর্ড ডেটের পর লভ্যাংশ বিতরণ সম্পন্ন হয়েছে। কোম্পানিটির শেয়ার সর্বশেষ লেনদেন হয়েছে ৩৮ টাকা ৫০ পয়সায়। গত এক বছরে শেয়ারটির সর্বোচ্চ দর ছিল ৫৫ টাকা ৯০ পয়সা এবং সর্বনিম্ন দর ৩৪ টাকা ২০ পয়সা। ডিএসইর তথ্য অনুযায়ী, কোম্পানিটির মোট শেয়ার সংখ্যা ৫৪ কোটি ৮৬ লাখ ৫০ হাজার। বাজার মূলধন দাঁড়িয়েছে ২ হাজার ১১২ কোটি টাকা। প্রতিষ্ঠানটি ব্যাংক খাতের অন্তর্ভুক্ত এবং এর ক্রেডিট রেটিং দীর্ঘমেয়াদে এএ এবং স্বল্পমেয়াদে এসটি-২। রেটিং নির্ধারণ করেছে ক্রেডিট রেটিং ইনফরমেশন অ্যান্ড সার্ভিসেস লিমিটেড (ক্রিসল)। সর্বশেষ নিরীক্ষিত আর্থিক প্রতিবেদন ও ব্যবস্থাপনা কর্তৃপক্ষের দেওয়া তথ্যের ভিত্তিতে এ রেটিং করা হয়েছে। <box>801 431 899 564</box>
article-body: খবরের শেষাংশ। সাবেক প্রধান বিচারপতি এ বি এম খায়রুল হককে গ্রেপ্তার দেখানোর আবেদন মঞ্জুর করেছেন আদালত। রাষ্ট্রপক্ষের আবেদনের পরিপ্রেক্ষিতে ঢাকার মহানগর হাকিম আদালত এ আদেশ দেন। আদালত সূত্র জানায়, ত্রয়োদশ সংশোধনী সংক্রান্ত রায় পরিবর্তনের অভিযোগে দায়ের করা মামলায় তাকে গ্রেপ্তার দেখানো হয়েছে। এর আগে তাকে রাজধানীর ধানমন্ডি এলাকা থেকে গ্রেপ্তার করা হয়। তদন্ত কর্মকর্তা আদালতে উপস্থিত হয়ে আবেদন করলে শুনানি শেষে বিচারক আদেশ দেন। আসামিপক্ষের আইনজীবীরা জামিনের আবেদন করলে তা নামঞ্জুর করা হয়। রাষ্ট্রপক্ষ জানায়, মামলার তদন্ত চলমান রয়েছে এবং প্রয়োজনে তাকে রিমান্ডে নেওয়ার আবেদন করা হবে। পরবর্তী শুনানির দিন ধার্য করা হয়েছে আগামী মাসের প্রথম সপ্তাহে। <box>23 648 227 725</box>
divider <box>239 235 336 236</box>
publication-day: বুধবার <box>777 22 806 35</box>
byline: দেশ প্রতিক্ষণ ডেস্ক <box>386 233 427 240</box>
article-body: এক শিশু নিহত। গাজীপুরের কালিয়াকৈর উপজেলায় বাসায় গ্যাস সিলিন্ডার বিস্ফোরণে দগ্ধ হয়ে চিকিৎসাধীন অবস্থায় এক শিশুর মৃত্যু হয়েছে। একই ঘটনায় দগ্ধ আরও চারজন হাসপাতালে চিকিৎসাধীন রয়েছেন। পুলিশ ও স্থানীয় সূত্র জানায়, মঙ্গলবার ভোরে রান্নার প্রস্তুতি নেওয়ার সময় হঠাৎ বিকট শব্দে সিলিন্ডারটি বিস্ফোরিত হয়। মুহূর্তেই আগুন ছড়িয়ে পড়ে পুরো ঘরে। স্থানীয়রা আগুন নিয়ন্ত্রণে এনে দগ্ধদের উদ্ধার করে হাসপাতালে পাঠান। শেখ হাসিনা জাতীয় বার্ন ইনস্টিটিউটের চিকিৎসক জানান, নিহত শিশুটির শরীরের ৬০ শতাংশ পুড়ে গিয়েছিল। বাকি দগ্ধদের অবস্থাও আশঙ্কাজনক। ফায়ার সার্ভিস জানিয়েছে, সিলিন্ডারের লিকেজ থেকে জমে থাকা গ্যাসে আগুন ধরেই এ দুর্ঘটনা ঘটেছে। <box>347 243 466 355</box>
article-column7-rating <box>801 431 899 565</box>
article-ific-islami-bank <box>592 1374 927 1442</box>
article-column6-financials <box>693 70 790 204</box>
article-column5-regulator <box>585 416 682 566</box>
headline: ঢাকার রাস্তা সড়কে <box>364 739 449 752</box>
article-body: কোম্পানি সচিব জানিয়েছেন, সর্বশেষ হিসাব বছরে শেয়ারহোল্ডারদের জন্য ১৫ শতাংশ নগদ লভ্যাংশ ঘোষণা করা হয়েছিল। রেকর্ড ডেটের পর লভ্যাংশ বিতরণ সম্পন্ন হয়েছে। কোম্পানিটির শেয়ার সর্বশেষ লেনদেন হয়েছে ৩৮ টাকা ৫০ পয়সায়। গত এক বছরে শেয়ারটির সর্বোচ্চ দর ছিল ৫৫ টাকা ৯০ পয়সা এবং সর্বনিম্ন দর ৩৪ টাকা ২০ পয়সা। ডিএসইর তথ্য অনুযায়ী, কোম্পানিটির মোট শেয়ার সংখ্যা ৫৪ কোটি ৮৬ লাখ ৫০ হাজার। বাজার মূলধন দাঁড়িয়েছে ২ হাজার ১১২ কোটি টাকা। প্রতিষ্ঠানটি ব্যাংক খাতের অন্তর্ভুক্ত এবং এর ক্রেডিট রেটিং দীর্ঘমেয়াদে এএ এবং স্বল্পমেয়াদে এসটি-২। রেটিং নির্ধারণ করেছে ক্রেডিট রেটিং ইনফরমেশন অ্যান্ড সার্ভিসেস লিমিটেড (ক্রিসল)। সর্বশেষ নিরীক্ষিত আর্থিক প্রতিবেদন ও ব্যবস্থাপনা কর্তৃপক্ষের দেওয়া তথ্যের ভিত্তিতে এ রেটিং করা হয়েছে। <box>585 270 682 403</box>
divider <box>585 412 682 413</box>
page-columns <box>18 70 927 1440</box>
column-1 <box>18 70 234 1440</box>
divider <box>585 266 682 267</box>
article-body: আবাসন খাতে ভ্যাট দ্বিগুণ করার প্রস্তাবের প্রতিবাদ জানিয়েছে রিয়েল এস্টেট অ্যান্ড হাউজিং অ্যাসোসিয়েশন অব বাংলাদেশ (রিহ্যাব)। সংগঠনের নেতারা বলেন, এ প্রস্তাব বাস্তবায়িত হলে ফ্ল্যাটের দাম সাধারণ ক্রেতার নাগালের বাইরে চলে যাবে। রাজধানীতে আয়োজিত সংবাদ সম্মেলনে রিহ্যাবের সভাপতি বলেন, বর্তমানে নিবন্ধন ব্যয় এমনিতেই অনেক বেশি। এর ওপর ভ্যাট বাড়ানো হলে খাতটি আরও সংকটে পড়বে। তিনি জাতীয় রাজস্ব বোর্ডের প্রতি আহ্বান জানিয়ে বলেন, আবাসন খাতকে বাঁচাতে ভ্যাট না বাড়িয়ে বরং কমানো উচিত। সংগঠনটির দাবি, আবাসন খাতের সঙ্গে প্রত্যক্ষ ও পরোক্ষভাবে ২০০ ধরনের শিল্প জড়িত। এ খাত ক্ষতিগ্রস্ত হলে লাখ লাখ শ্রমিক কর্মহীন হয়ে পড়বেন। <box>239 770 336 917</box>
article-body: ৭ জন। রেহানার দেবর ও তার ভাগনের বিরুদ্ধে জমি অধিগ্রহণ সংক্রান্ত অনিয়ম-দুর্নীতির অভিযোগ অনুসন্ধান শুরু করেছে দুর্নীতি দমন কমিশন (দুদক)। সংস্থার মহাপরিচালক (প্রতিরোধ) আক্তার হোসেন সংবাদ সম্মেলনে এ তথ্য জানান। তিনি বলেন, পূর্বাচল নতুন শহর প্রকল্পে প্লট বরাদ্দে অনিয়মের অভিযোগে এ অনুসন্ধান চলছে। রাজধানী উন্নয়ন কর্তৃপক্ষের (রাজউক) কর্মকর্তাদের যোগসাজশে নীতিমালা লঙ্ঘন করে প্লট বরাদ্দ দেওয়ার অভিযোগ রয়েছে। দুদক সূত্র জানায়, অভিযোগের প্রাথমিক সত্যতা পাওয়া গেলে নিয়মিত মামলা দায়ের করা হবে। এর আগেও একই প্রকল্পের প্লট বরাদ্দ সংক্রান্ত একাধিক মামলা করেছে সংস্থাটি। অনুসন্ধান দলের নেতৃত্বে আছেন উপপরিচালক পর্যায়ের একজন কর্মকর্তা। তিনি জানান, প্রয়োজনীয় নথিপত্র সংগ্রহের কাজ শুরু হয়েছে। <box>23 263 227 340</box>
article-column7-continuation <box>801 70 899 220</box>
divider <box>239 592 336 593</box>
article-column5-financials <box>585 70 682 259</box>
article-dse-turnover <box>239 239 336 418</box>
divider <box>693 211 790 212</box>
logo-tagline-bottom: সত্যের সন্ধানে নির্ভীক অগ্রযাত্রা <box>56 44 112 50</box>
byline: দেশ প্রতিক্ষণ ডেস্ক <box>105 637 145 644</box>
byline: দেশ প্রতিক্ষণ ডেস্ক <box>105 512 145 519</box>
divider <box>477 405 574 406</box>
page-badge <box>724 23 767 46</box>
article-body: বিনিয়োগকারীদের স্বার্থ রক্ষায় নিয়ন্ত্রক সংস্থা বাংলাদেশ সিকিউরিটিজ অ্যান্ড এক্সচেঞ্জ কমিশন (বিএসইসি) নতুন নির্দেশনা জারি করেছে। নির্দেশনায় বলা হয়েছে, তালিকাভুক্ত কোম্পানিগুলোকে প্রান্তিক প্রতিবেদন নির্ধারিত সময়ের মধ্যে প্রকাশ করতে হবে। ব্যর্থ হলে জরিমানাসহ প্রয়োজনীয় আইনানুগ ব্যবস্থা নেওয়া হবে। এ ছাড়া পরিচালকদের ন্যূনতম শেয়ার ধারণের বিষয়টি কঠোরভাবে পর্যবেক্ষণ করা হচ্ছে। কমিশন জানায়, যেসব পরিচালক নির্ধারিত শেয়ার ধারণে ব্যর্থ হয়েছেন তাদের বিরুদ্ধে ইতোমধ্যে ব্যবস্থা নেওয়া শুরু হয়েছে। বাজারসংশ্লিষ্টরা বলছেন, এসব পদক্ষেপ বাজারে শৃঙ্খলা ফেরাতে সহায়ক হবে। তবে দীর্ঘমেয়াদি আস্থা ফেরাতে আরও কাঠামোগত সংস্কার প্রয়োজন। বিশেষ করে ভালো মৌলভিত্তির কোম্পানিকে তালিকাভুক্ত করা এবং প্লেসমেন্ট বাণিজ্য বন্ধ করা জরুরি বলে মনে করেন তারা। এ বিষয়ে কমিশন একটি পর্যালোচনা কমিটি গঠন করেছে। <box>801 70 899 219</box>
article-rehana-dudok <box>23 235 227 341</box>
masthead-center <box>581 18 767 51</box>
article-column6-continuation <box>693 215 790 404</box>
byline: দেশ প্রতিক্ষণ প্রতিবেদক <box>380 397 433 404</box>
byline: দেশ প্রতিক্ষণ ডেস্ক <box>105 386 145 393</box>
article-gas-cylinder-blast <box>347 204 466 357</box>
headline: জয় পেয়েই ট্রাম্পকে হুঁশিয়ারি কানাডার <box>42 73 208 108</box>
headline: ৩২ কোম্পানির <box>491 409 560 422</box>
byline: তৃতীয় প্রান্তিক প্রতিবেদন <box>499 423 552 430</box>
article-body: ঢাকা স্টক এক্সচেঞ্জে (ডিএসই) লেনদেনের শীর্ষে উঠে এসেছে কয়েকটি কোম্পানি। দিনশেষে ডিএসইতে মোট লেনদেন হয়েছে ৩২৫ কোটি ৪৫ লাখ টাকা, যা আগের কার্যদিবসে ছিল ২৯৮ কোটি টাকা। লেনদেনের শীর্ষে থাকা কোম্পানির মধ্যে রয়েছে ব্র্যাক ব্যাংক, বিচ হ্যাচারি, ওরিয়ন ফার্মা, লাভেলো আইসক্রিম ও স্কয়ার ফার্মা। ডিএসইর প্রধান সূচক ডিএসইএক্স ১২ পয়েন্ট বেড়ে দাঁড়িয়েছে ৫ হাজার ১৪৫ পয়েন্টে। অপর দুই সূচকের মধ্যে ডিএসইএস ৩ পয়েন্ট ও ডিএস-৩০ সূচক ৫ পয়েন্ট বেড়েছে। দিনভর লেনদেন হওয়া ৩৯৫টি কোম্পানির মধ্যে দর বেড়েছে ১৭২টির, কমেছে ১৪৮টির এবং অপরিবর্তিত রয়েছে ৭৫টির দাম। বাজার বিশ্লেষকরা বলছেন, বিনিয়োগকারীদের আস্থা ধীরে ধীরে ফিরছে। <box>239 278 336 417</box>
article-body: বাংলাদেশের পুঁজিবাজারে বিনিয়োগে আগ্রহ প্রকাশ করেছে চীনের একাধিক প্রতিষ্ঠান। সম্প্রতি বাংলাদেশ সিকিউরিটিজ অ্যান্ড এক্সচেঞ্জ কমিশনের (বিএসইসি) সঙ্গে এক বৈঠকে তারা এ আগ্রহের কথা জানায়। বৈঠকে দুই দেশের পুঁজিবাজারের মধ্যে সহযোগিতা বাড়ানোর বিষয়ে আলোচনা হয়। <box>347 866 466 917</box>
article-body: বিনিয়োগকারীদের স্বার্থ রক্ষায় নিয়ন্ত্রক সংস্থা বাংলাদেশ সিকিউরিটিজ অ্যান্ড এক্সচেঞ্জ কমিশন (বিএসইসি) নতুন নির্দেশনা জারি করেছে। নির্দেশনায় বলা হয়েছে, তালিকাভুক্ত কোম্পানিগুলোকে প্রান্তিক প্রতিবেদন নির্ধারিত সময়ের মধ্যে প্রকাশ করতে হবে। ব্যর্থ হলে জরিমানাসহ প্রয়োজনীয় আইনানুগ ব্যবস্থা নেওয়া হবে। এ ছাড়া পরিচালকদের ন্যূনতম শেয়ার ধারণের বিষয়টি কঠোরভাবে পর্যবেক্ষণ করা হচ্ছে। কমিশন জানায়, যেসব পরিচালক নির্ধারিত শেয়ার ধারণে ব্যর্থ হয়েছেন তাদের বিরুদ্ধে ইতোমধ্যে ব্যবস্থা নেওয়া শুরু হয়েছে। বাজারসংশ্লিষ্টরা বলছেন, এসব পদক্ষেপ বাজারে শৃঙ্খলা ফেরাতে সহায়ক হবে। তবে দীর্ঘমেয়াদি আস্থা ফেরাতে আরও কাঠামোগত সংস্কার প্রয়োজন। বিশেষ করে ভালো মৌলভিত্তির কোম্পানিকে তালিকাভুক্ত করা এবং প্লেসমেন্ট বাণিজ্য বন্ধ করা জরুরি বলে মনে করেন তারা। এ বিষয়ে কমিশন একটি পর্যালোচনা কমিটি গঠন করেছে। <box>585 415 682 564</box>
